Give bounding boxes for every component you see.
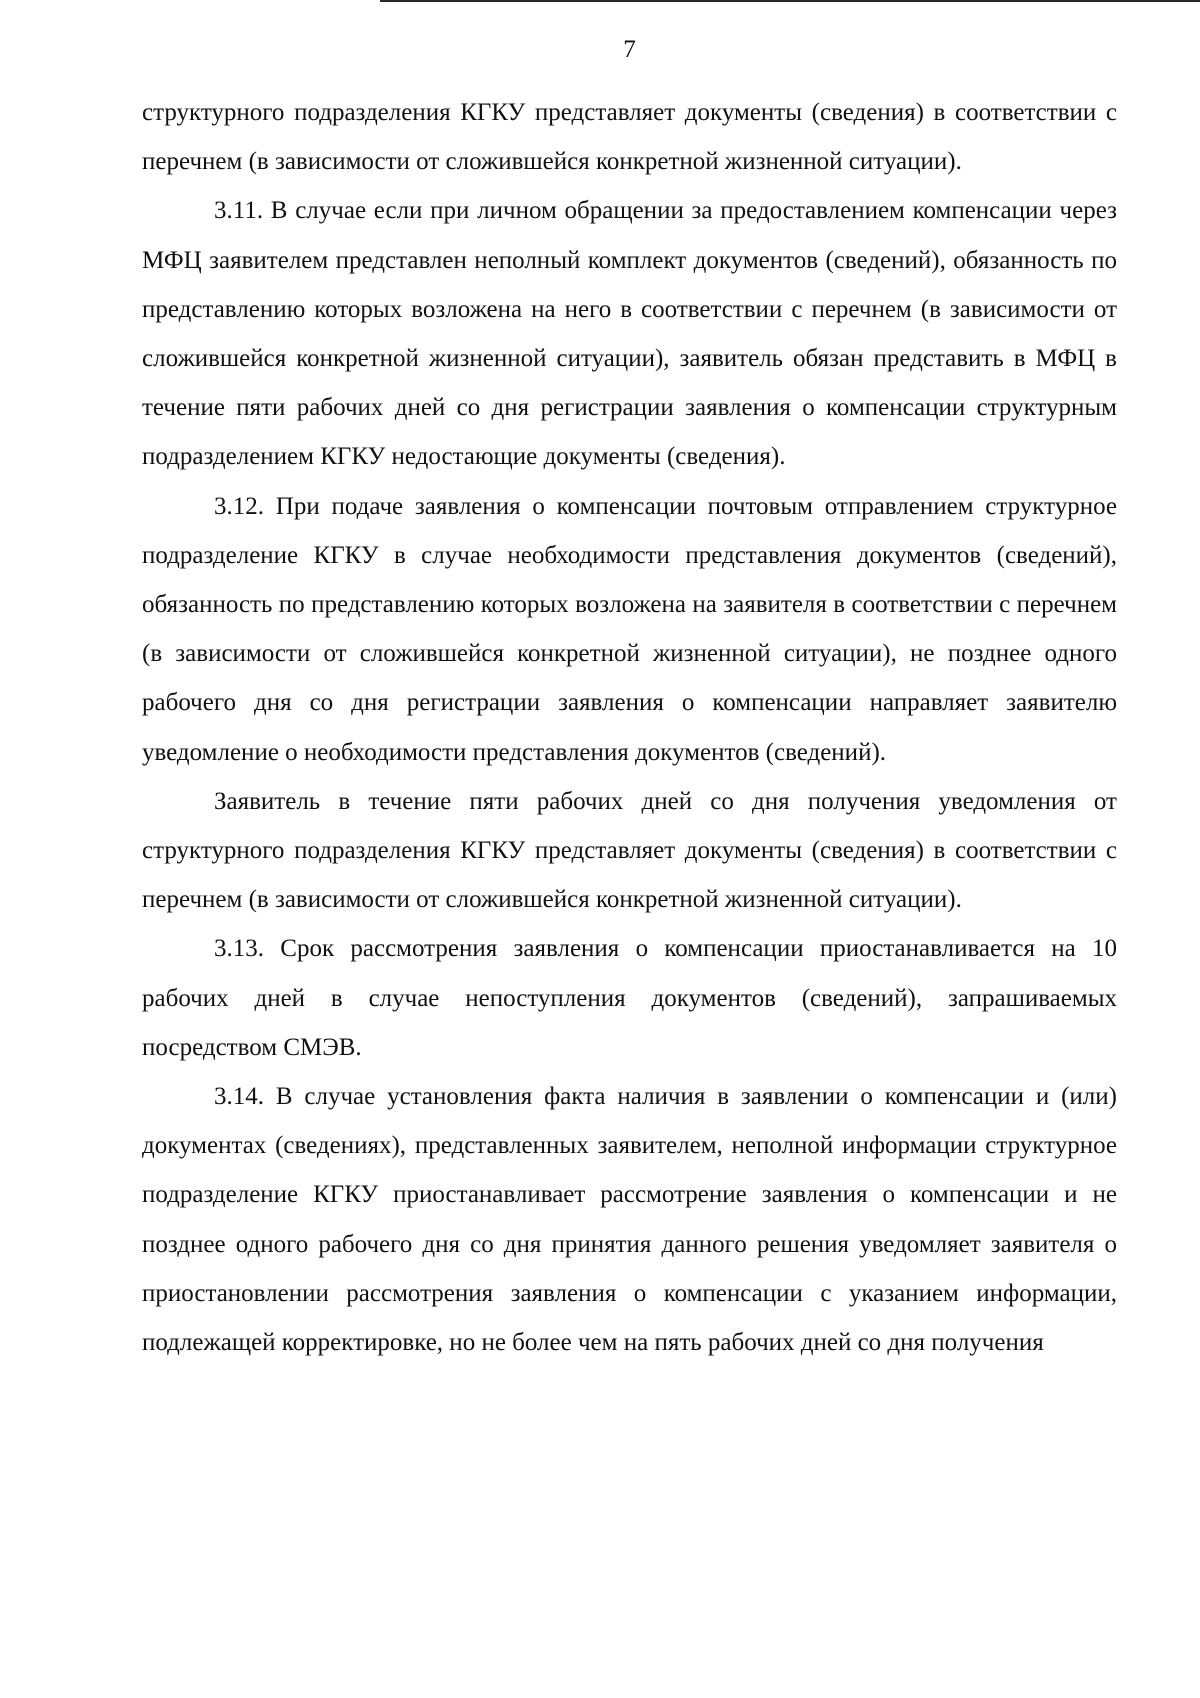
page-number: 7 bbox=[623, 36, 636, 63]
paragraph-3-12: 3.12. При подаче заявления о компенсации почтовым отправлением структурное подразделение КГКУ в случае необходимости представления документов (сведений), обязанность по представлению которых возложена на заявителя в соответствии с перечнем (в зависимости от сложившейся конкретной жизненной ситуации), не позднее одного рабочего дня со дня регистрации заявления о компенсации направляет заявителю уведомление о необходимости представления документов (сведений). bbox=[142, 492, 1117, 766]
paragraph-3-14: 3.14. В случае установления факта наличия в заявлении о компенсации и (или) документах (сведениях), представленных заявителем, неполной информации структурное подразделение КГКУ приостанавливает рассмотрение заявления о компенсации и не позднее одного рабочего дня со дня принятия данного решения уведомляет заявителя о приостановлении рассмотрения заявления о компенсации с указанием информации, подлежащей корректировке, но не более чем на пять рабочих дней со дня получения bbox=[142, 1083, 1117, 1357]
scan-top-edge bbox=[380, 0, 1200, 2]
paragraph-3-13: 3.13. Срок рассмотрения заявления о компенсации приостанавливается на 10 рабочих дней в случае непоступления документов (сведений), запрашиваемых посредством СМЭВ. bbox=[142, 935, 1117, 1061]
paragraph-continuation: структурного подразделения КГКУ представляет документы (сведения) в соответствии с перечнем (в зависимости от сложившейся конкретной жизненной ситуации). bbox=[142, 99, 1117, 176]
paragraph-3-11: 3.11. В случае если при личном обращении за предоставлением компенсации через МФЦ заявителем представлен неполный комплект документов (сведений), обязанность по представлению которых возложена на него в соответствии с перечнем (в зависимости от сложившейся конкретной жизненной ситуации), заявитель обязан представить в МФЦ в течение пяти рабочих дней со дня регистрации заявления о компенсации структурным подразделением КГКУ недостающие документы (сведения). bbox=[142, 197, 1117, 471]
paragraph-applicant-submission: Заявитель в течение пяти рабочих дней со дня получения уведомления от структурного подразделения КГКУ представляет документы (сведения) в соответствии с перечнем (в зависимости от сложившейся конкретной жизненной ситуации). bbox=[142, 787, 1117, 914]
document-body bbox=[142, 88, 1117, 1367]
